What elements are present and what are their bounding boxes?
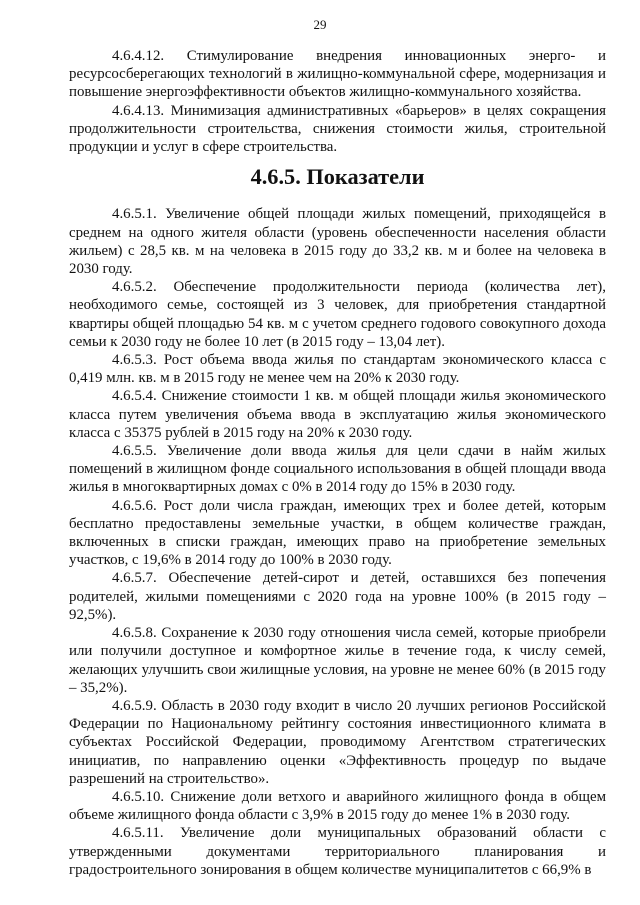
paragraph-4-6-5-8: 4.6.5.8. Сохранение к 2030 году отношения числа семей, которые приобрели или получили доступное и комфортное жилье в течение года, к числу семей, желающих улучшить свои жилищные условия, на уровне не менее 60% (в 2015 году – 35,2%). <box>69 625 606 696</box>
paragraph-4-6-5-5: 4.6.5.5. Увеличение доли ввода жилья для цели сдачи в найм жилых помещений в жилищном фонде социального использования в общей площади ввода жилья в многоквартирных домах с 0% в 2014 году до 15% в 2030 году. <box>69 443 606 496</box>
paragraph-4-6-5-11: 4.6.5.11. Увеличение доли муниципальных образований области с утвержденными документами территориального планирования и градостроительного зонирования в общем количестве муниципалитетов с 66,9% в <box>69 825 606 878</box>
paragraph-4-6-4-12: 4.6.4.12. Стимулирование внедрения инновационных энерго- и ресурсосберегающих технологий в жилищно-коммунальной сфере, модернизация и повышение энергоэффективности объектов жилищно-коммунального хозяйства. <box>69 48 606 101</box>
section-title: 4.6.5. Показатели <box>250 164 425 190</box>
document-body <box>69 47 606 879</box>
paragraph-4-6-5-10: 4.6.5.10. Снижение доли ветхого и аварийного жилищного фонда в общем объеме жилищного фонда области с 3,9% в 2015 году до менее 1% в 2030 году. <box>69 788 606 824</box>
page-number: 29 <box>313 17 327 32</box>
paragraph-4-6-5-6: 4.6.5.6. Рост доли числа граждан, имеющих трех и более детей, которым бесплатно предоставлены земельные участки, в общем количестве граждан, включенных в списки граждан, имеющих право на приобретение земельных участков, с 19,6% в 2014 году до 100% в 2030 году. <box>69 497 606 569</box>
paragraph-4-6-4-13: 4.6.4.13. Минимизация административных «барьеров» в целях сокращения продолжительности строительства, снижения стоимости жилья, строительной продукции и услуг в сфере строительства. <box>69 102 606 156</box>
paragraph-4-6-5-2: 4.6.5.2. Обеспечение продолжительности периода (количества лет), необходимого семье, состоящей из 3 человек, для приобретения стандартной квартиры общей площадью 54 кв. м с учетом среднего годового совокупного дохода семьи к 2030 году не более 10 лет (в 2015 году – 13,04 лет). <box>69 279 606 350</box>
paragraph-4-6-5-3: 4.6.5.3. Рост объема ввода жилья по стандартам экономического класса с 0,419 млн. кв. м в 2015 году не менее чем на 20% к 2030 году. <box>69 352 606 387</box>
paragraph-4-6-5-7: 4.6.5.7. Обеспечение детей-сирот и детей, оставшихся без попечения родителей, жилыми помещениями с 2020 года на уровне 100% (в 2015 году – 92,5%). <box>69 570 606 623</box>
paragraph-4-6-5-4: 4.6.5.4. Снижение стоимости 1 кв. м общей площади жилья экономического класса путем увеличения объема ввода в эксплуатацию жилья экономического класса с 35375 рублей в 2015 году на 20% к 2030 году. <box>69 388 606 441</box>
paragraph-4-6-5-9: 4.6.5.9. Область в 2030 году входит в число 20 лучших регионов Российской Федерации по Национальному рейтингу состояния инвестиционного климата в субъектах Российской Федерации, проводимому Агентством стратегических инициатив, по направлению оценки «Эффективность процедур по выдаче разрешений на строительство». <box>69 697 606 787</box>
paragraph-4-6-5-1: 4.6.5.1. Увеличение общей площади жилых помещений, приходящейся в среднем на одного жителя области (уровень обеспеченности населения области жильем) с 28,5 кв. м на человека в 2015 году до 33,2 кв. м и более на человека в 2030 году. <box>69 206 606 278</box>
